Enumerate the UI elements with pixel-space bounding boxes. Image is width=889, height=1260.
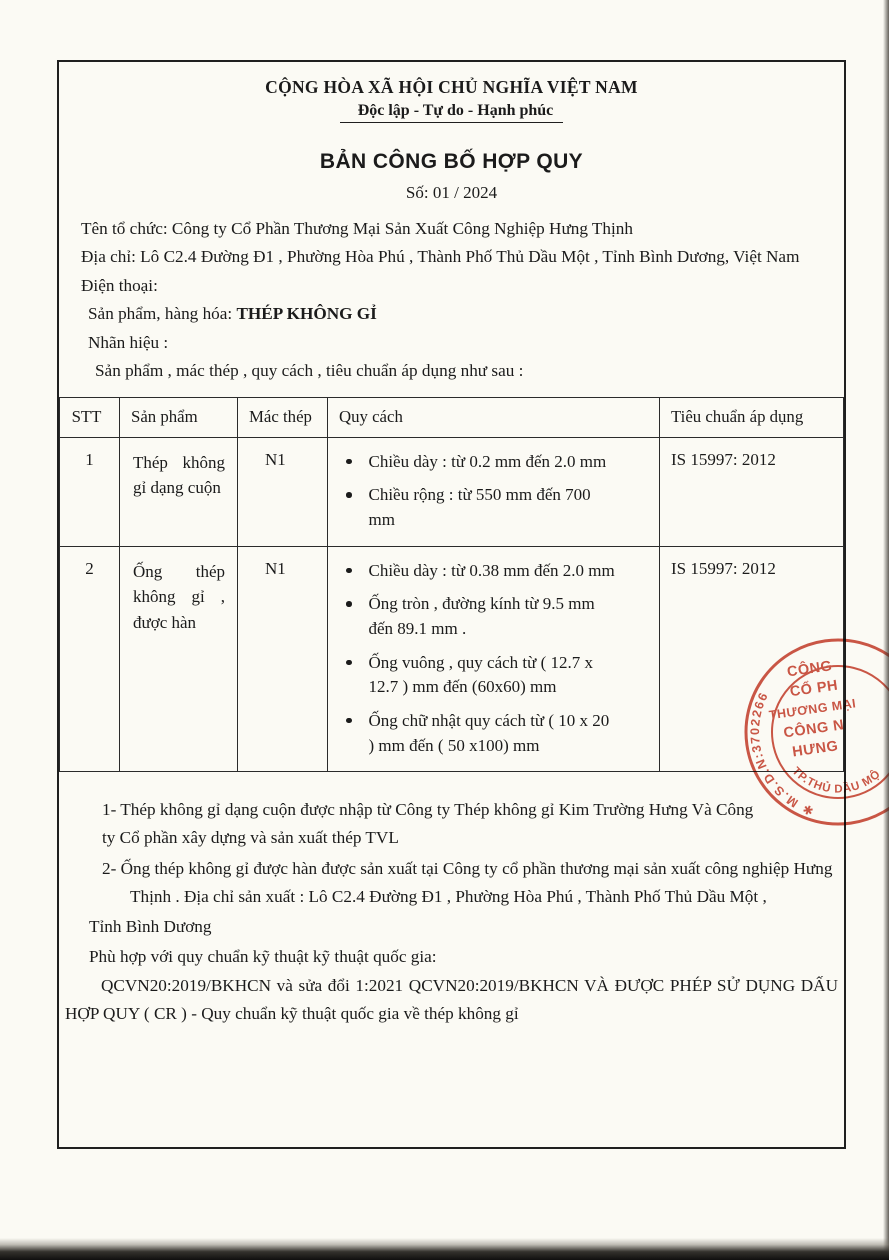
spec-bullet-item (346, 592, 619, 641)
national-header: CỘNG HÒA XÃ HỘI CHỦ NGHĨA VIỆT NAM (265, 77, 638, 97)
stamp-text-line: CỔ PH (788, 677, 840, 701)
cell-stt: 1 (60, 437, 120, 546)
document-title: BẢN CÔNG BỐ HỢP QUY (319, 149, 584, 173)
cell-product: Thép không gỉ dạng cuộn (120, 437, 238, 546)
org-name-line: Tên tổ chức: Công ty Cổ Phần Thương Mại Sản Xuất Công Nghiệp Hưng Thịnh (81, 218, 633, 238)
product-spec-table (59, 397, 844, 772)
notes-section (59, 796, 844, 1028)
cell-standard: IS 15997: 2012 (660, 437, 844, 546)
spec-bullet-item (346, 709, 619, 758)
scan-edge-shadow-bottom (0, 1238, 889, 1260)
spec-bullet-item (346, 450, 619, 475)
table-row (60, 546, 844, 771)
cell-product: Ống thép không gỉ , được hàn (120, 546, 238, 771)
spec-bullet-item (346, 483, 619, 532)
cell-standard: IS 15997: 2012 (660, 546, 844, 771)
stamp-text-line: CÔNG (786, 658, 834, 681)
spec-bullet-item (346, 651, 619, 700)
stamp-bottom-text: TP.THỦ DẦU MỘ (789, 765, 884, 796)
bullet-dot (346, 660, 352, 666)
cell-grade: N1 (238, 437, 328, 546)
cell-spec (328, 546, 660, 771)
table-row (60, 437, 844, 546)
cell-grade: N1 (238, 546, 328, 771)
scan-edge-shadow-right (883, 0, 889, 1260)
product-value: THÉP KHÔNG GỈ (236, 304, 377, 324)
bullet-dot (346, 492, 352, 498)
bullet-dot (346, 718, 352, 724)
spec-text: Chiều dày : từ 0.2 mm đến 2.0 mm (368, 451, 607, 471)
product-label: Sản phẩm, hàng hóa: (88, 304, 233, 324)
col-header-standard: Tiêu chuẩn áp dụng (660, 397, 844, 437)
col-header-spec: Quy cách (328, 397, 660, 437)
cell-stt: 2 (60, 546, 120, 771)
stamp-text-line: THƯƠNG MẠI (768, 696, 857, 723)
note-regulation: QCVN20:2019/BKHCN và sửa đổi 1:2021 QCVN20:2019/BKHCN VÀ ĐƯỢC PHÉP SỬ DỤNG DẤU HỢP QUY ( CR ) - Quy chuẩn kỹ thuật quốc gia về thép không gỉ (65, 976, 838, 1024)
national-motto-row (59, 102, 844, 123)
col-header-grade: Mác thép (238, 397, 328, 437)
col-header-stt: STT (60, 397, 120, 437)
spec-text: Ống chữ nhật quy cách từ ( 10 x 20 ) mm đến ( 50 x100) mm (368, 710, 610, 755)
spec-text: Ống tròn , đường kính từ 9.5 mm đến 89.1 mm . (368, 594, 595, 639)
spec-bullet-item (346, 559, 619, 584)
brand-line: Nhãn hiệu : (88, 332, 169, 352)
bullet-dot (346, 601, 352, 607)
phone-line: Điện thoại: (81, 275, 158, 295)
spec-text: Chiều dày : từ 0.38 mm đến 2.0 mm (368, 560, 615, 580)
org-address-line: Địa chỉ: Lô C2.4 Đường Đ1 , Phường Hòa Phú , Thành Phố Thủ Dầu Một , Tỉnh Bình Dương, Việt Nam (81, 247, 800, 267)
document-number: Số: 01 / 2024 (405, 182, 498, 202)
table-header-row (60, 397, 844, 437)
col-header-product: Sản phẩm (120, 397, 238, 437)
bullet-dot (346, 568, 352, 574)
bullet-dot (346, 459, 352, 465)
spec-text: Chiều rộng : từ 550 mm đến 700 mm (368, 485, 591, 530)
note-source-pipe: 2- Ống thép không gỉ được hàn được sản xuất tại Công ty cổ phần thương mại sản xuất công nghiệp Hưng Thịnh . Địa chỉ sản xuất : Lô C2.4 Đường Đ1 , Phường Hòa Phú , Thành Phố Thủ Dầu Một , (102, 858, 833, 906)
table-lead-line: Sản phẩm , mác thép , quy cách , tiêu chuẩn áp dụng như sau : (95, 361, 524, 381)
document-border-frame (57, 60, 846, 1149)
stamp-text-line: CÔNG N (782, 717, 846, 742)
product-line (88, 300, 824, 328)
stamp-text-line: HƯNG (791, 738, 840, 761)
note-conformity-lead: Phù hợp với quy chuẩn kỹ thuật kỹ thuật quốc gia: (89, 946, 437, 966)
note-source-coil: 1- Thép không gỉ dạng cuộn được nhập từ Công ty Thép không gỉ Kim Trường Hưng Và Công ty Cổ phần xây dựng và sản xuất thép TVL (102, 800, 754, 848)
national-motto: Độc lập - Tự do - Hạnh phúc (340, 102, 564, 123)
note-province: Tỉnh Bình Dương (89, 916, 212, 936)
cell-spec (328, 437, 660, 546)
spec-text: Ống vuông , quy cách từ ( 12.7 x 12.7 ) mm đến (60x60) mm (368, 652, 594, 697)
stamp-ring-text: ✱ M.S.D.N:3702266 (747, 689, 816, 818)
